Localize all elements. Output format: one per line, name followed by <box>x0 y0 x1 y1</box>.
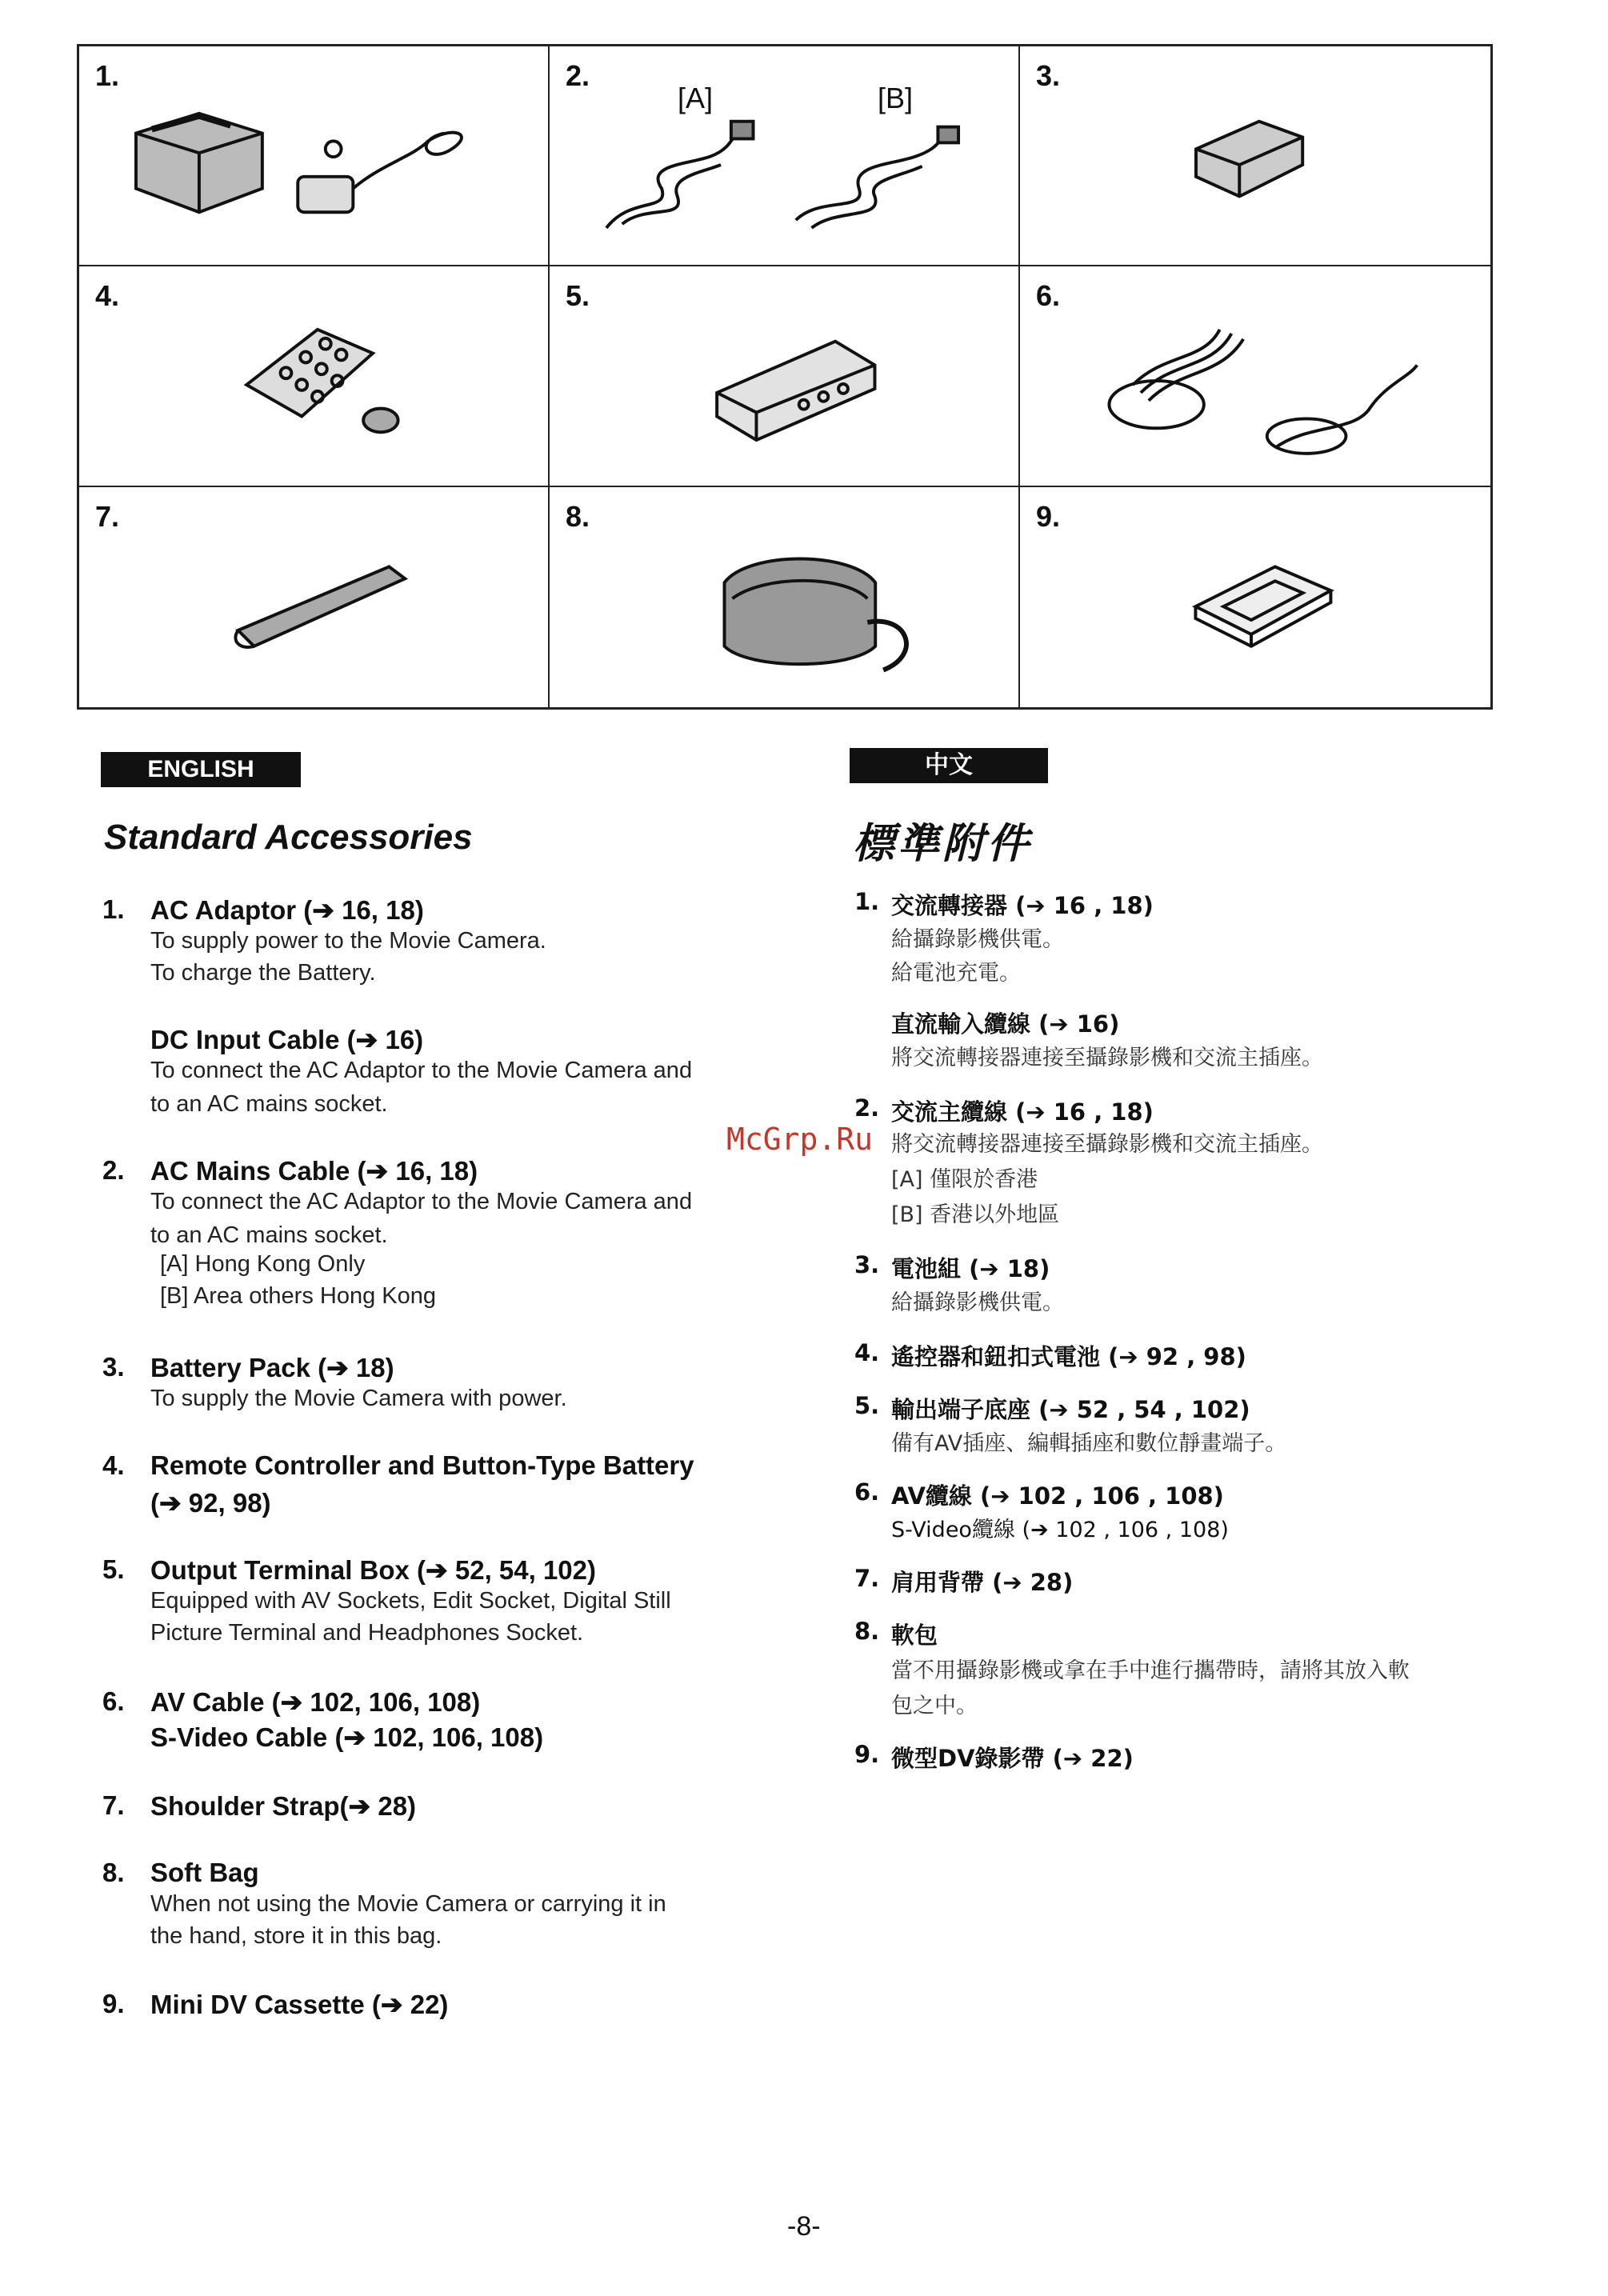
item-title: Output Terminal Box (➔ 52, 54, 102) <box>150 1555 597 1585</box>
item-number: 1. <box>854 888 880 915</box>
item-title: AC Mains Cable (➔ 16, 18) <box>150 1156 478 1186</box>
item-desc: 包之中。 <box>891 1694 978 1718</box>
grid-cell-4 <box>79 266 550 486</box>
item-title: 交流主纜線 (➔ 16 , 18) <box>891 1098 1154 1126</box>
english-language-bar: ENGLISH <box>101 752 301 787</box>
cable-tag-a: [A] <box>678 82 714 114</box>
item-title-continued: (➔ 92, 98) <box>150 1488 271 1518</box>
item-number: 5. <box>102 1554 125 1584</box>
item-title: AC Adaptor (➔ 16, 18) <box>150 895 424 925</box>
item-title: Soft Bag <box>150 1858 259 1887</box>
item-variant-b: [B] 香港以外地區 <box>891 1202 1060 1227</box>
grid-number: 3. <box>1036 59 1061 92</box>
item-title: 交流轉接器 (➔ 16 , 18) <box>891 892 1154 919</box>
item-variant-a: [A] 僅限於香港 <box>891 1167 1038 1192</box>
ac-mains-cable-illustration <box>550 46 1018 265</box>
item-desc: When not using the Movie Camera or carrying it in <box>150 1891 666 1917</box>
item-title: AV纜線 (➔ 102 , 106 , 108) <box>891 1482 1224 1510</box>
item-desc: to an AC mains socket. <box>150 1222 388 1248</box>
grid-number: 6. <box>1036 279 1061 313</box>
item-number: 2. <box>854 1094 880 1122</box>
item-desc: 給攝錄影機供電。 <box>891 1290 1064 1315</box>
mini-dv-cassette-illustration <box>1020 487 1490 707</box>
grid-cell-7 <box>79 487 550 707</box>
shoulder-strap-illustration <box>79 487 548 707</box>
item-title-continued: S-Video Cable (➔ 102, 106, 108) <box>150 1722 544 1752</box>
item-title: 遙控器和鈕扣式電池 (➔ 92 , 98) <box>891 1343 1246 1370</box>
item-title: 電池組 (➔ 18) <box>891 1255 1050 1282</box>
item-desc: To connect the AC Adaptor to the Movie Camera and <box>150 1058 693 1083</box>
grid-number: 4. <box>95 279 120 313</box>
grid-cell-2 <box>550 46 1020 266</box>
soft-bag-illustration <box>550 487 1018 707</box>
item-desc: 給電池充電。 <box>891 961 1021 986</box>
item-number: 4. <box>102 1450 125 1480</box>
item-title: DC Input Cable (➔ 16) <box>150 1025 424 1054</box>
item-desc: Picture Terminal and Headphones Socket. <box>150 1620 584 1646</box>
item-number: 4. <box>854 1339 880 1366</box>
item-variant-a: [A] Hong Kong Only <box>160 1251 366 1277</box>
grid-cell-8 <box>550 487 1020 707</box>
item-desc: S-Video纜線 (➔ 102 , 106 , 108) <box>891 1518 1229 1542</box>
grid-cell-5 <box>550 266 1020 486</box>
item-desc: Equipped with AV Sockets, Edit Socket, Digital Still <box>150 1588 671 1614</box>
item-title: Shoulder Strap(➔ 28) <box>150 1791 417 1821</box>
page-number: -8- <box>787 2211 821 2242</box>
item-number: 9. <box>854 1741 880 1768</box>
grid-number: 2. <box>566 59 590 92</box>
item-desc: 將交流轉接器連接至攝錄影機和交流主插座。 <box>891 1046 1323 1070</box>
item-number: 1. <box>102 894 125 924</box>
item-number: 7. <box>102 1790 125 1820</box>
item-desc: To supply power to the Movie Camera. <box>150 928 546 954</box>
item-number: 3. <box>102 1352 125 1382</box>
grid-cell-3 <box>1020 46 1490 266</box>
item-title: 直流輸入纜線 (➔ 16) <box>891 1010 1120 1038</box>
item-number: 6. <box>102 1686 125 1716</box>
item-number: 2. <box>102 1155 125 1185</box>
english-section-heading: Standard Accessories <box>104 818 473 857</box>
grid-number: 8. <box>566 499 590 533</box>
grid-number: 7. <box>95 499 120 533</box>
item-number: 5. <box>854 1392 880 1419</box>
chinese-language-bar: 中文 <box>850 748 1048 783</box>
grid-number: 9. <box>1036 499 1061 533</box>
item-title: 輸出端子底座 (➔ 52 , 54 , 102) <box>891 1396 1250 1423</box>
item-title: 微型DV錄影帶 (➔ 22) <box>891 1745 1134 1772</box>
item-title: Battery Pack (➔ 18) <box>150 1353 394 1382</box>
grid-cell-6 <box>1020 266 1490 486</box>
item-variant-b: [B] Area others Hong Kong <box>160 1283 436 1309</box>
item-desc: To charge the Battery. <box>150 960 376 986</box>
battery-pack-illustration <box>1020 46 1490 265</box>
item-title: 軟包 <box>891 1622 938 1649</box>
item-desc: the hand, store it in this bag. <box>150 1923 442 1949</box>
ac-adaptor-illustration <box>79 46 548 265</box>
grid-number: 5. <box>566 279 590 313</box>
grid-number: 1. <box>95 59 120 92</box>
remote-controller-illustration <box>79 266 548 485</box>
item-number: 8. <box>854 1618 880 1645</box>
item-title: Remote Controller and Button-Type Battery <box>150 1450 694 1480</box>
item-number: 7. <box>854 1565 880 1592</box>
item-desc: to an AC mains socket. <box>150 1091 388 1117</box>
item-desc: 將交流轉接器連接至攝錄影機和交流主插座。 <box>891 1132 1323 1157</box>
item-number: 3. <box>854 1251 880 1278</box>
item-title: Mini DV Cassette (➔ 22) <box>150 1990 449 2019</box>
item-desc: 當不用攝錄影機或拿在手中進行攜帶時，請將其放入軟 <box>891 1658 1410 1683</box>
item-desc: 備有AV插座、編輯插座和數位靜畫端子。 <box>891 1431 1287 1456</box>
item-desc: To connect the AC Adaptor to the Movie Camera and <box>150 1189 693 1214</box>
item-title: 肩用背帶 (➔ 28) <box>891 1569 1074 1596</box>
item-desc: 給攝錄影機供電。 <box>891 927 1064 952</box>
item-title: AV Cable (➔ 102, 106, 108) <box>150 1687 481 1717</box>
accessory-illustration-grid <box>77 44 1493 710</box>
output-terminal-box-illustration <box>550 266 1018 485</box>
item-number: 9. <box>102 1989 125 2018</box>
item-desc: To supply the Movie Camera with power. <box>150 1386 567 1411</box>
chinese-section-heading: 標準附件 <box>853 820 1033 868</box>
watermark-text: McGrp.Ru <box>726 1122 874 1157</box>
item-number: 8. <box>102 1858 125 1887</box>
cable-tag-b: [B] <box>878 82 914 114</box>
item-number: 6. <box>854 1478 880 1506</box>
grid-cell-9 <box>1020 487 1490 707</box>
grid-cell-1 <box>79 46 550 266</box>
av-cable-illustration <box>1020 266 1490 485</box>
